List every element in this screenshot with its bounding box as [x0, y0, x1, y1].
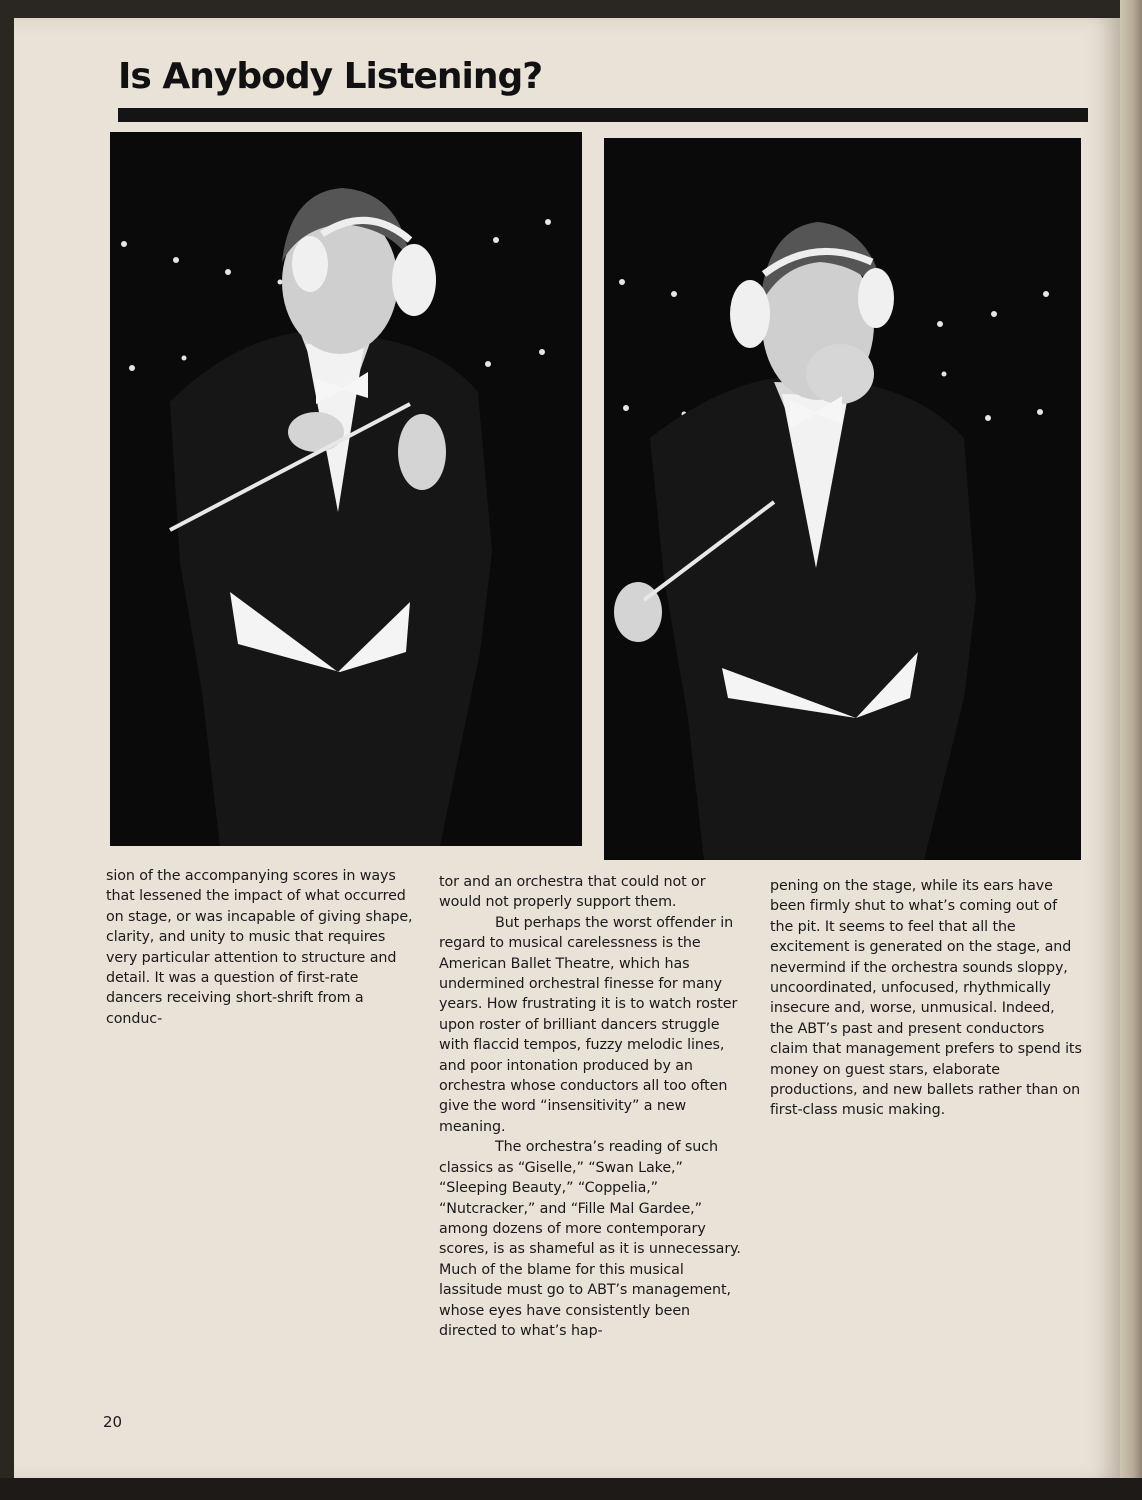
article-title: Is Anybody Listening?	[118, 56, 543, 97]
photo-left	[110, 132, 582, 846]
page-number: 20	[103, 1413, 123, 1431]
paragraph: tor and an orchestra that could not or would not properly support them.	[439, 874, 706, 911]
text-column-3	[770, 876, 1082, 1121]
text-column-1	[106, 866, 418, 1029]
paragraph: pening on the stage, while its ears have been firmly shut to what’s coming out of the pit. It seems to feel that all the excitement is generated on the stage, and nevermind if the orchestra sounds sloppy, uncoordinated, unfocused, rhythmically insecure and, worse, unmusical. Indeed, the ABT’s past and present conductors claim that management prefers to spend its money on guest stars, elaborate productions, and new ballets rather than on first-class music making.	[770, 878, 1082, 1119]
photo-right	[604, 138, 1081, 860]
text-column-2	[439, 872, 751, 1341]
paragraph: But perhaps the worst offender in regard to musical carelessness is the American Ballet Theatre, which has undermined orchestral finesse for many years. How frustrating it is to watch roster upon roster of brilliant dancers struggle with flaccid tempos, fuzzy melodic lines, and poor intonation produced by an orchestra whose conductors all too often give the word “insensitivity” a new meaning.	[439, 914, 738, 1135]
paragraph: sion of the accompanying scores in ways that lessened the impact of what occurred on stage, or was incapable of giving shape, clarity, and unity to music that requires very particular attention to structure and detail. It was a question of first-rate dancers receiving short-shrift from a conduc-	[106, 868, 413, 1027]
scan-shadow	[0, 1478, 1142, 1500]
title-rule	[118, 108, 1088, 122]
paragraph: The orchestra’s reading of such classics as “Giselle,” “Swan Lake,” “Sleeping Beauty,” “Coppelia,” “Nutcracker,” and “Fille Mal Gardee,” among dozens of more contemporary scores, is as shameful as it is unnecessary. Much of the blame for this musical lassitude must go to ABT’s management, whose eyes have consistently been directed to what’s hap-	[439, 1139, 741, 1339]
page-edge	[1120, 0, 1142, 1500]
